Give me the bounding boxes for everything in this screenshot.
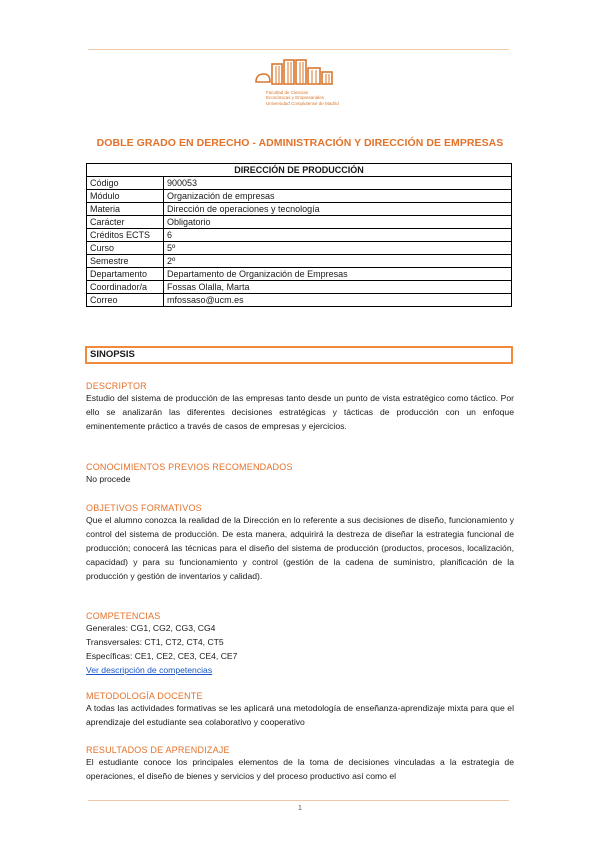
- prior-knowledge-text: No procede: [86, 474, 131, 484]
- prior-knowledge-section: [86, 461, 514, 487]
- prior-knowledge-heading: CONOCIMIENTOS PREVIOS RECOMENDADOS: [86, 462, 293, 472]
- row-value: Departamento de Organización de Empresas: [164, 268, 512, 281]
- row-label: Curso: [87, 242, 164, 255]
- table-row: [87, 177, 512, 190]
- course-title: DIRECCIÓN DE PRODUCCIÓN: [87, 164, 512, 177]
- faculty-logo-text: [266, 90, 340, 106]
- row-value: mfossaso@ucm.es: [164, 294, 512, 307]
- row-label: Carácter: [87, 216, 164, 229]
- table-row: [87, 190, 512, 203]
- row-label: Materia: [87, 203, 164, 216]
- faculty-logo: [252, 56, 338, 116]
- row-value: Obligatorio: [164, 216, 512, 229]
- row-label: Coordinador/a: [87, 281, 164, 294]
- row-label: Correo: [87, 294, 164, 307]
- table-row: [87, 294, 512, 307]
- table-row: [87, 268, 512, 281]
- row-label: Módulo: [87, 190, 164, 203]
- learning-outcomes-section: [86, 744, 514, 784]
- row-value: Organización de empresas: [164, 190, 512, 203]
- specific-competencies: Específicas: CE1, CE2, CE3, CE4, CE7: [86, 650, 238, 661]
- page-number: 1: [298, 805, 302, 812]
- table-row: [87, 281, 512, 294]
- methodology-text: A todas las actividades formativas se les aplicará una metodología de enseñanza-aprendizaje mixta para que el aprendizaje del estudiante sea colaborativo y cooperativo: [86, 703, 514, 727]
- header-rule: [88, 49, 509, 50]
- competencies-section: [86, 610, 514, 678]
- footer-rule: [88, 800, 509, 801]
- competencies-heading: COMPETENCIAS: [86, 611, 161, 621]
- row-label: Semestre: [87, 255, 164, 268]
- row-label: Créditos ECTS: [87, 229, 164, 242]
- row-value: Dirección de operaciones y tecnología: [164, 203, 512, 216]
- table-row: [87, 255, 512, 268]
- objectives-section: [86, 502, 514, 584]
- descriptor-text: Estudio del sistema de producción de las empresas tanto desde un punto de vista estratégico como táctico. Por ello se analizarán las diferentes decisiones estratégicas y tácticas de producción con un enfoque eminentemente práctico a través de casos de empresas y ejercicios.: [86, 393, 514, 431]
- objectives-heading: OBJETIVOS FORMATIVOS: [86, 503, 202, 513]
- descriptor-section: [86, 380, 514, 434]
- table-row: [87, 216, 512, 229]
- methodology-section: [86, 690, 514, 730]
- descriptor-heading: DESCRIPTOR: [86, 381, 147, 391]
- table-row: [87, 203, 512, 216]
- logo-line-3: Universidad Complutense de Madrid: [266, 100, 339, 106]
- row-label: Código: [87, 177, 164, 190]
- table-row: [87, 229, 512, 242]
- general-competencies: Generales: CG1, CG2, CG3, CG4: [86, 623, 216, 633]
- row-value: 900053: [164, 177, 512, 190]
- table-row: [87, 242, 512, 255]
- learning-outcomes-text: El estudiante conoce los principales elementos de la toma de decisiones vinculadas a la estrategia de operaciones, el diseño de bienes y servicios y del proceso productivo así como el: [86, 757, 514, 781]
- objectives-text: Que el alumno conozca la realidad de la Dirección en lo referente a sus decisiones de diseño, funcionamiento y control del sistema de producción. De esta manera, adquirirá la destreza de diseñar la estrategia funcional de producción; conocerá las técnicas para el diseño del sistema de producción (productos, procesos, localización, capacidad) y para su funcionamiento y control (gestión de la cadena de suministro, planificación de la producción y gestión de inventarios y calidad).: [86, 515, 514, 581]
- table-title-row: [87, 164, 512, 177]
- competencies-link[interactable]: Ver descripción de competencias: [86, 664, 213, 675]
- methodology-heading: METODOLOGÍA DOCENTE: [86, 691, 203, 701]
- row-value: 2º: [164, 255, 512, 268]
- degree-title: DOBLE GRADO EN DERECHO - ADMINISTRACIÓN Y DIRECCIÓN DE EMPRESAS: [96, 137, 504, 149]
- row-value: Fossas Olalla, Marta: [164, 281, 512, 294]
- row-value: 6: [164, 229, 512, 242]
- row-value: 5º: [164, 242, 512, 255]
- logo-line-1: Facultad de Ciencias: [266, 90, 309, 95]
- transversal-competencies: Transversales: CT1, CT2, CT4, CT5: [86, 636, 224, 647]
- sinopsis-section-header: SINOPSIS: [85, 346, 513, 364]
- row-label: Departamento: [87, 268, 164, 281]
- learning-outcomes-heading: RESULTADOS DE APRENDIZAJE: [86, 745, 230, 755]
- course-info-table: [86, 163, 512, 307]
- logo-line-2: Económicas y Empresariales: [266, 95, 325, 101]
